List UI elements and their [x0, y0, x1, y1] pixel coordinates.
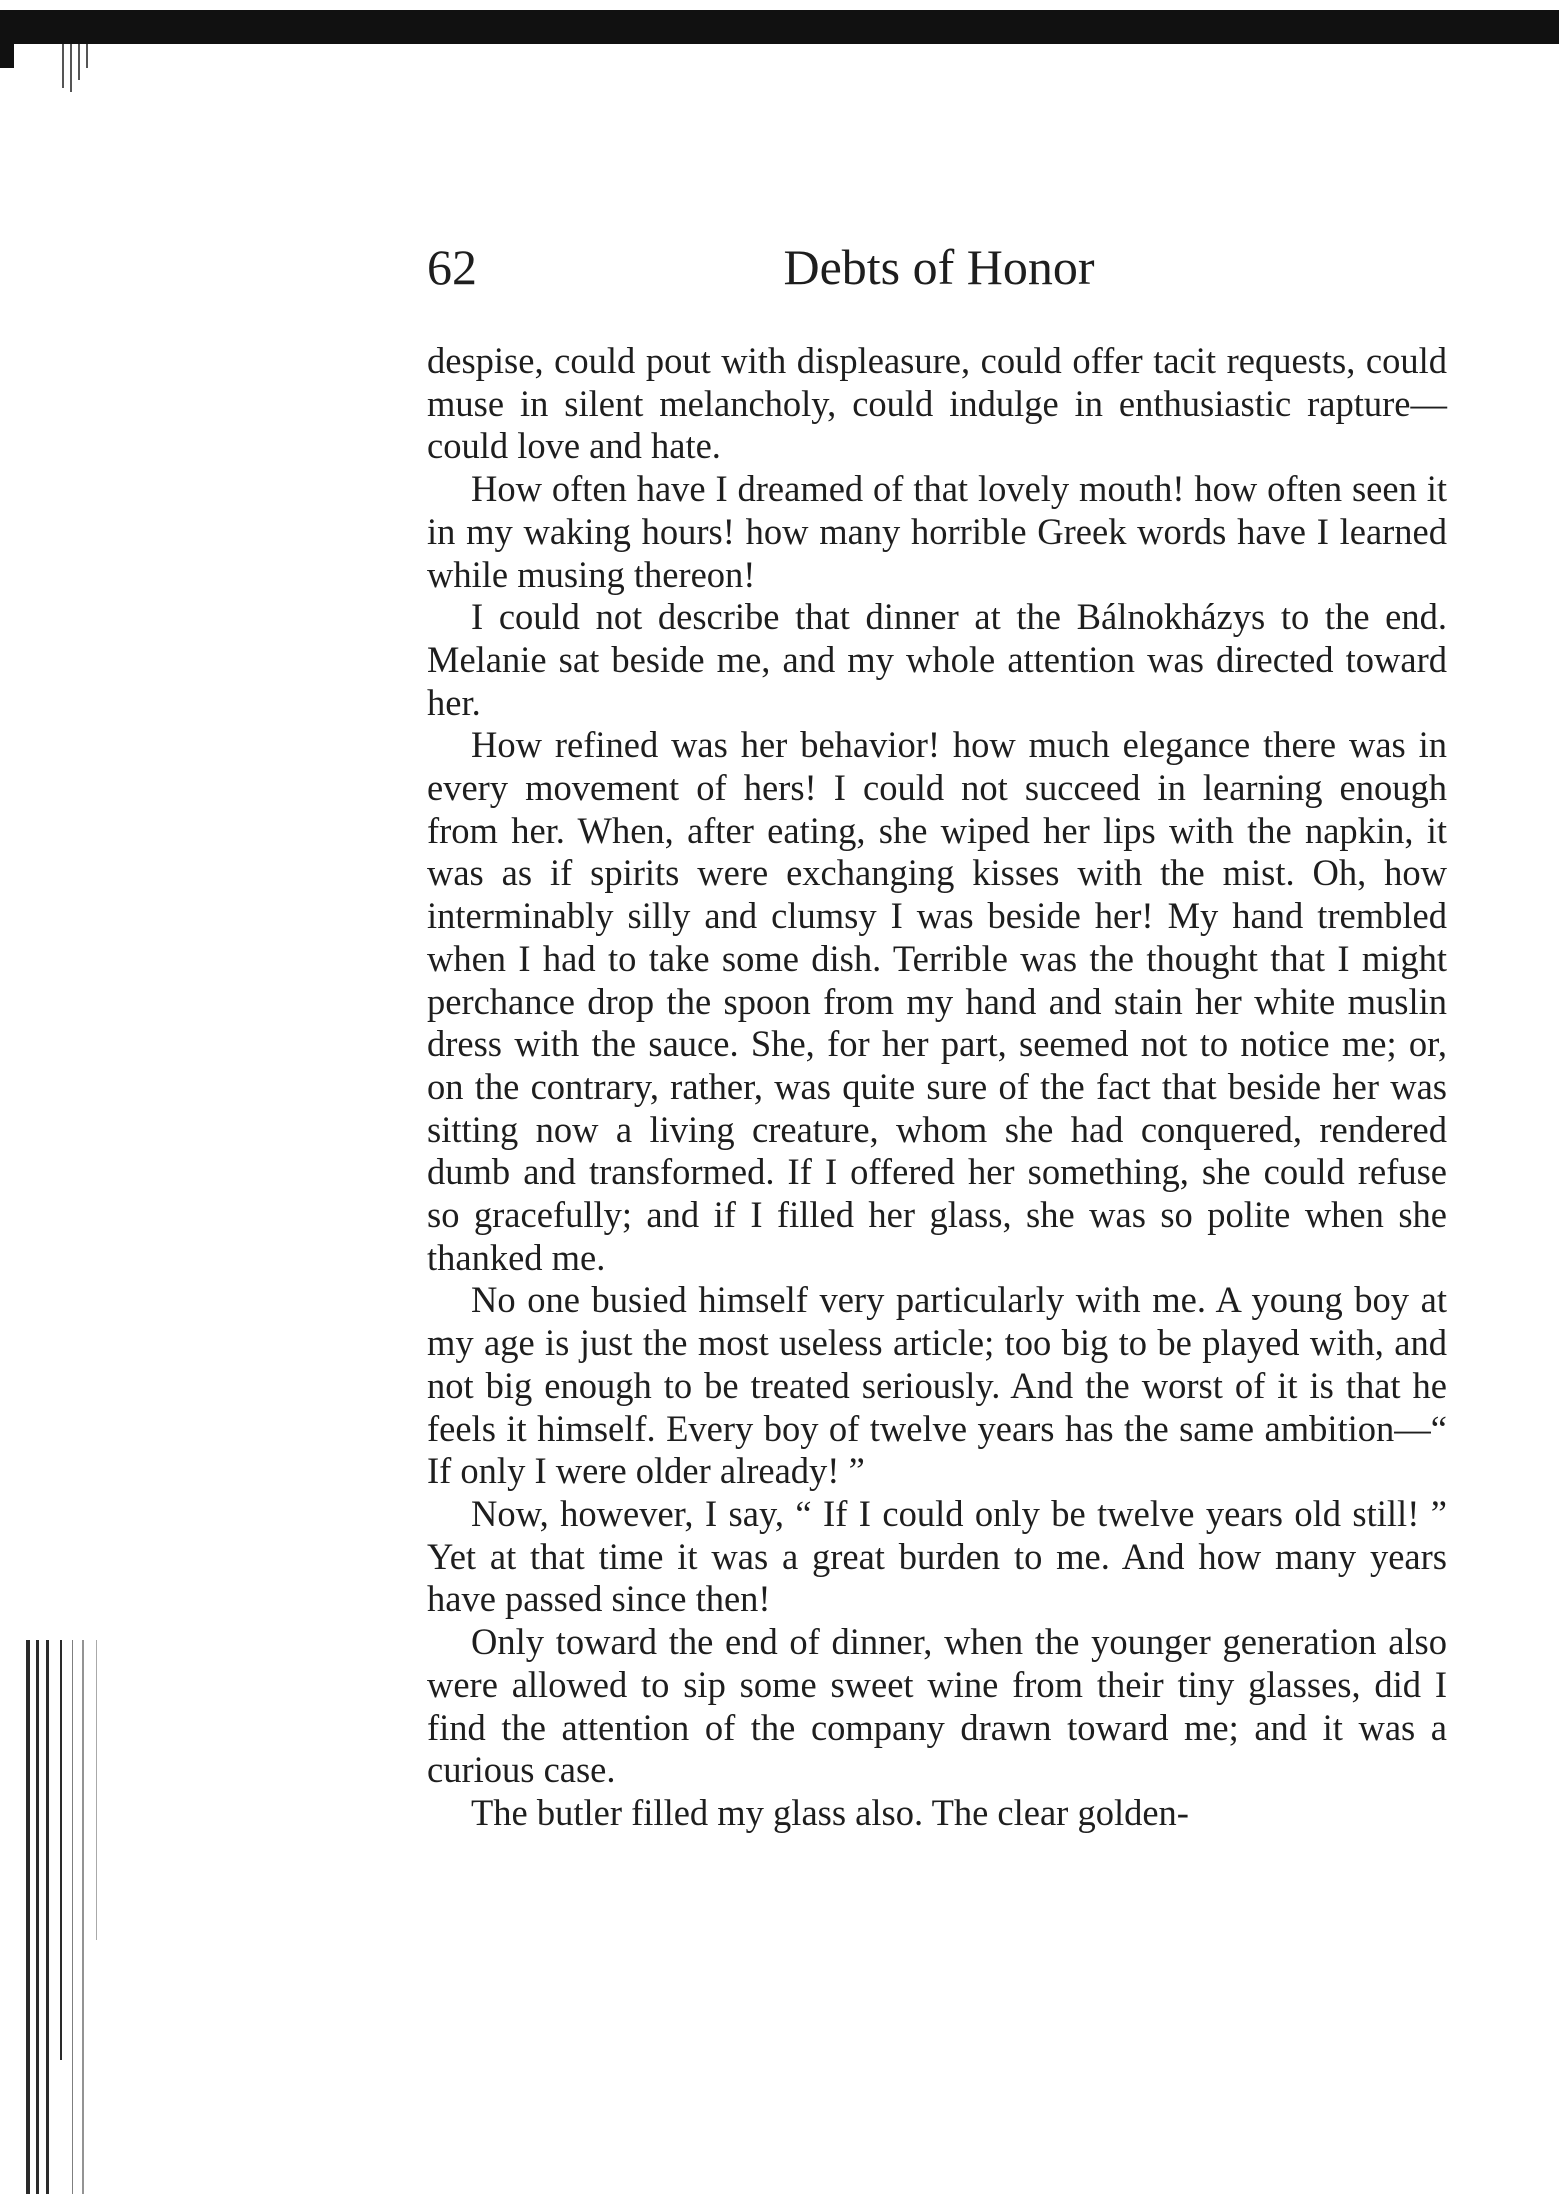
paragraph: How refined was her behavior! how much elegance there was in every movement of hers! I could not succeed in learning enough from her. When, after eating, she wiped her lips with the napkin, it was as if spirits were exchanging kisses with the mist. Oh, how interminably silly and clumsy I was beside her! My hand trembled when I had to take some dish. Terrible was the thought that I might perchance drop the spoon from my hand and stain her white muslin dress with the sauce. She, for her part, seemed not to notice me; or, on the contrary, rather, was quite sure of the fact that beside her was sitting now a living creature, whom she had conquered, rendered dumb and transformed. If I offered her something, she could refuse so gracefully; and if I filled her glass, she was so polite when she thanked me. [427, 724, 1447, 1278]
paragraph: No one busied himself very particularly with me. A young boy at my age is just the most useless article; too big to be played with, and not big enough to be treated seriously. And the worst of it is that he feels it himself. Every boy of twelve years has the same ambition—“ If only I were older already! ” [427, 1279, 1447, 1492]
scan-edge-bar [0, 10, 1559, 44]
paragraph: Now, however, I say, “ If I could only be twelve years old still! ” Yet at that time it was a great burden to me. And how many years have passed since then! [427, 1492, 1447, 1620]
paragraph: The butler filled my glass also. The clear golden- [471, 1791, 1189, 1833]
paragraph: Only toward the end of dinner, when the younger generation also were allowed to sip some sweet wine from their tiny glasses, did I find the attention of the company drawn toward me; and it was a curious case. [427, 1621, 1447, 1791]
page-number: 62 [427, 239, 477, 295]
scan-corner-mark [0, 40, 14, 68]
running-title: Debts of Honor [783, 239, 1095, 295]
body-text [427, 340, 1447, 1835]
paragraph: How often have I dreamed of that lovely mouth! how often seen it in my waking hours! how many horrible Greek words have I learned while musing thereon! [427, 468, 1447, 595]
page-header [427, 232, 1447, 302]
paragraph: I could not describe that dinner at the Bálnokházys to the end. Melanie sat beside me, and my whole attention was directed toward her. [427, 596, 1447, 723]
paragraph: despise, could pout with displeasure, could offer tacit requests, could muse in silent melancholy, could indulge in enthusiastic rapture—could love and hate. [427, 340, 1447, 467]
scan-specks [60, 44, 130, 94]
binding-edge-marks [0, 1640, 140, 2194]
